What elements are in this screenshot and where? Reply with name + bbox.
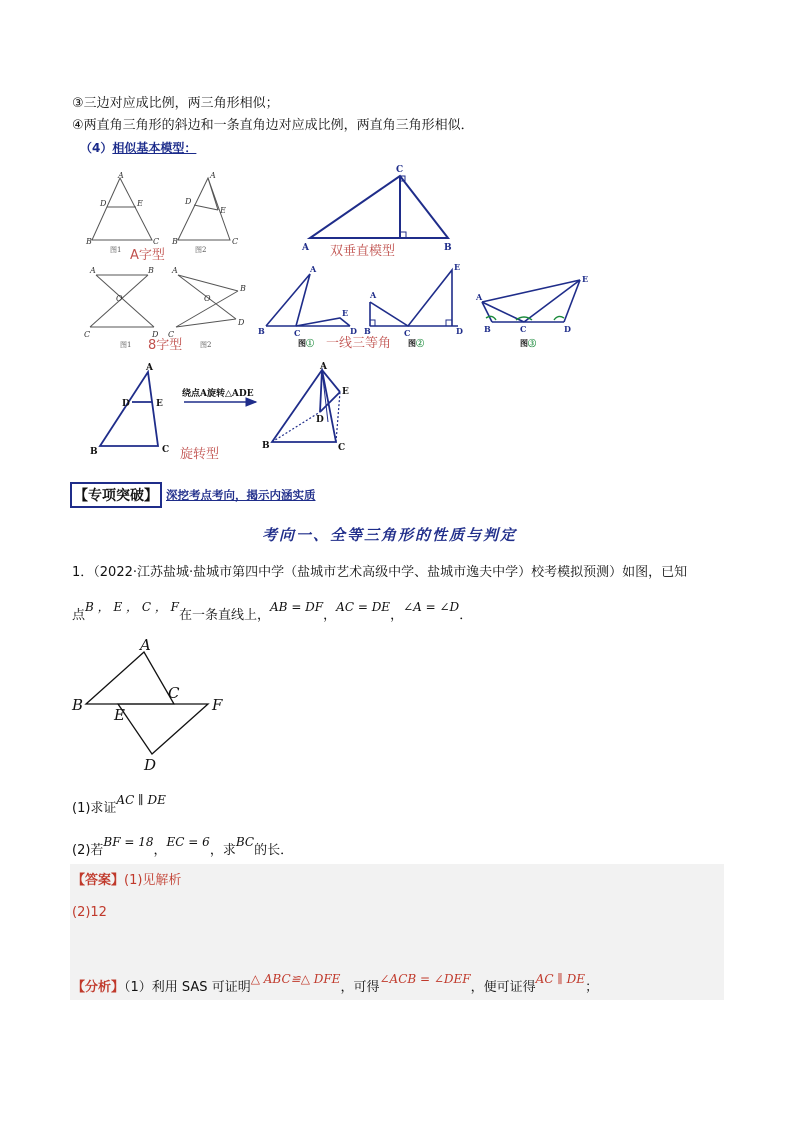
problem-1-source: （2022·江苏盐城·盐城市第四中学（盐城市艺术高级中学、盐城市逸夫中学）校考模拟预测）如图，已知 xyxy=(93,565,688,580)
banner-subtitle: 深挖考点考向，揭示内涵实质 xyxy=(166,488,316,502)
svg-text:图③ xyxy=(520,338,536,348)
problem-1-points: B ， E ， C ， F xyxy=(85,600,179,614)
question-2-prefix: (2)若 xyxy=(72,843,104,858)
analysis-pre: （1）利用 SAS 可证明 xyxy=(124,980,251,995)
analysis-line xyxy=(72,972,599,997)
svg-text:图② xyxy=(408,338,424,348)
analysis-end: ； xyxy=(585,980,599,995)
t-label-C1: C xyxy=(294,328,301,338)
a-label-E1: E xyxy=(137,199,143,208)
r-label-A1: A xyxy=(146,363,153,373)
problem-1-cond-2: AC = DE xyxy=(336,600,391,614)
e-label-A1: A xyxy=(90,266,96,275)
r-label-E2: E xyxy=(342,387,349,397)
t-label-B2: B xyxy=(364,326,371,336)
dp-label-B: B xyxy=(444,243,452,253)
analysis-math-1: △ ABC≌△ DFE xyxy=(250,972,341,986)
double-perpendicular-caption: 双垂直模型 xyxy=(330,244,396,259)
fig-label-F: F xyxy=(212,696,223,714)
question-2-math-2: EC = 6 xyxy=(166,835,210,849)
a-label-B2: B xyxy=(172,237,178,246)
analysis-math-3: AC ∥ DE xyxy=(535,972,586,986)
fig-label-A: A xyxy=(140,636,151,654)
t-label-D2: D xyxy=(456,326,463,336)
question-1-prefix: (1)求证 xyxy=(72,801,117,816)
r-label-B2: B xyxy=(262,441,270,451)
e-label-D1: D xyxy=(152,330,159,339)
question-1-math: AC ∥ DE xyxy=(116,793,166,807)
t-fig3-num: ③ xyxy=(528,338,536,348)
t-fig2-prefix: 图 xyxy=(408,338,416,348)
e-label-O2: O xyxy=(204,294,211,303)
answer-line-1 xyxy=(72,872,181,890)
e-label-A2: A xyxy=(172,266,178,275)
e-label-C2: C xyxy=(168,330,175,339)
a-label-A2: A xyxy=(210,171,216,180)
e-label-O1: O xyxy=(116,294,123,303)
r-label-C1: C xyxy=(162,445,170,455)
analysis-mid-1: ，可得 xyxy=(340,980,380,995)
r-label-D2: D xyxy=(316,415,324,425)
question-2 xyxy=(72,835,294,860)
a-label-A1: A xyxy=(118,171,124,180)
analysis-tag: 【分析】 xyxy=(72,980,125,995)
t-label-C2: C xyxy=(404,328,411,338)
problem-1-number: 1． xyxy=(72,565,94,580)
t-label-D1: D xyxy=(350,326,357,336)
fig-label-E: E xyxy=(114,706,125,724)
three-equal-angles-figures xyxy=(258,262,598,352)
dp-label-A: A xyxy=(302,243,309,253)
comma-2: ， xyxy=(390,608,404,623)
section-4-title: 相似基本模型： xyxy=(112,141,197,155)
t-label-E2: E xyxy=(454,262,461,272)
e-fig2-label: 图2 xyxy=(200,341,212,349)
t-fig1-num: ① xyxy=(306,338,314,348)
e-label-B1: B xyxy=(148,266,154,275)
t-label-D3: D xyxy=(564,324,571,334)
rotation-caption: 旋转型 xyxy=(180,447,220,462)
question-2-math-3: BC xyxy=(235,835,255,849)
r-label-D1: D xyxy=(122,399,130,409)
t-fig2-num: ② xyxy=(416,338,424,348)
r-label-B1: B xyxy=(90,447,98,457)
section-4-heading xyxy=(80,139,196,156)
question-2-math-1: BF = 18 xyxy=(103,835,154,849)
rotation-arrow-text: 绕点A旋转△ADE xyxy=(182,389,254,399)
a-fig2-label: 图2 xyxy=(195,246,207,254)
t-fig3-prefix: 图 xyxy=(520,338,528,348)
dp-label-C: C xyxy=(396,165,404,175)
a-label-E2: E xyxy=(220,206,226,215)
r-label-A2: A xyxy=(320,362,327,372)
e-fig1-label: 图1 xyxy=(120,341,132,349)
a-label-C1: C xyxy=(153,237,160,246)
analysis-mid-2: ，便可证得 xyxy=(470,980,536,995)
property-4: ④两直角三角形的斜边和一条直角边对应成比例，两直角三角形相似． xyxy=(72,118,474,133)
answer-tag: 【答案】 xyxy=(72,873,125,888)
eight-shape-caption: 8字型 xyxy=(148,338,183,353)
r-label-E1: E xyxy=(156,399,163,409)
a-label-D2: D xyxy=(185,197,192,206)
question-2-mid: ，求 xyxy=(209,843,236,858)
problem-1-point-prefix: 点 xyxy=(72,608,86,623)
e-label-C1: C xyxy=(84,330,91,339)
e-label-B2: B xyxy=(240,284,246,293)
answer-1: (1)见解析 xyxy=(124,873,182,888)
t-fig1-prefix: 图 xyxy=(298,338,306,348)
fig-label-C: C xyxy=(168,684,180,702)
problem-1-figure xyxy=(70,636,240,772)
problem-1-cond-3: ∠A = ∠D xyxy=(403,600,460,614)
svg-text:图① xyxy=(298,338,314,348)
e-label-D2: D xyxy=(238,318,245,327)
problem-1-collinear: 在一条直线上， xyxy=(179,608,271,623)
t-label-C3: C xyxy=(520,324,527,334)
t-label-B3: B xyxy=(484,324,491,334)
section-title: 考向一、全等三角形的性质与判定 xyxy=(262,526,518,544)
period: ． xyxy=(459,608,473,623)
a-shape-figures xyxy=(80,170,260,260)
a-label-C2: C xyxy=(232,237,239,246)
property-3: ③三边对应成比例，两三角形相似； xyxy=(72,96,279,111)
special-breakthrough-banner xyxy=(70,482,316,508)
three-equal-angles-caption: 一线三等角 xyxy=(326,336,392,351)
question-1 xyxy=(72,793,166,818)
a-label-B1: B xyxy=(86,237,92,246)
t-label-A1: A xyxy=(310,264,317,274)
problem-1-line-1 xyxy=(72,564,687,582)
question-2-post: 的长． xyxy=(254,843,294,858)
a-label-D1: D xyxy=(100,199,107,208)
r-label-C2: C xyxy=(338,443,346,453)
t-label-A2: A xyxy=(370,290,377,300)
problem-1-cond-1: AB = DF xyxy=(270,600,324,614)
analysis-math-2: ∠ACB = ∠DEF xyxy=(379,972,471,986)
t-label-E3: E xyxy=(582,274,589,284)
comma-1: ， xyxy=(323,608,337,623)
a-shape-caption: A字型 xyxy=(130,248,165,263)
fig-label-B: B xyxy=(72,696,84,714)
question-2-comma: ， xyxy=(153,843,167,858)
rotation-figures xyxy=(86,362,376,462)
fig-label-D: D xyxy=(144,756,157,772)
problem-1-line-2 xyxy=(72,600,473,625)
section-4-number: （4） xyxy=(80,141,113,155)
t-label-B1: B xyxy=(258,326,265,336)
t-label-E1: E xyxy=(342,308,349,318)
a-fig1-label: 图1 xyxy=(110,246,122,254)
answer-2: (2)12 xyxy=(72,905,107,920)
banner-label: 【专项突破】 xyxy=(70,482,162,508)
t-label-A3: A xyxy=(476,292,483,302)
